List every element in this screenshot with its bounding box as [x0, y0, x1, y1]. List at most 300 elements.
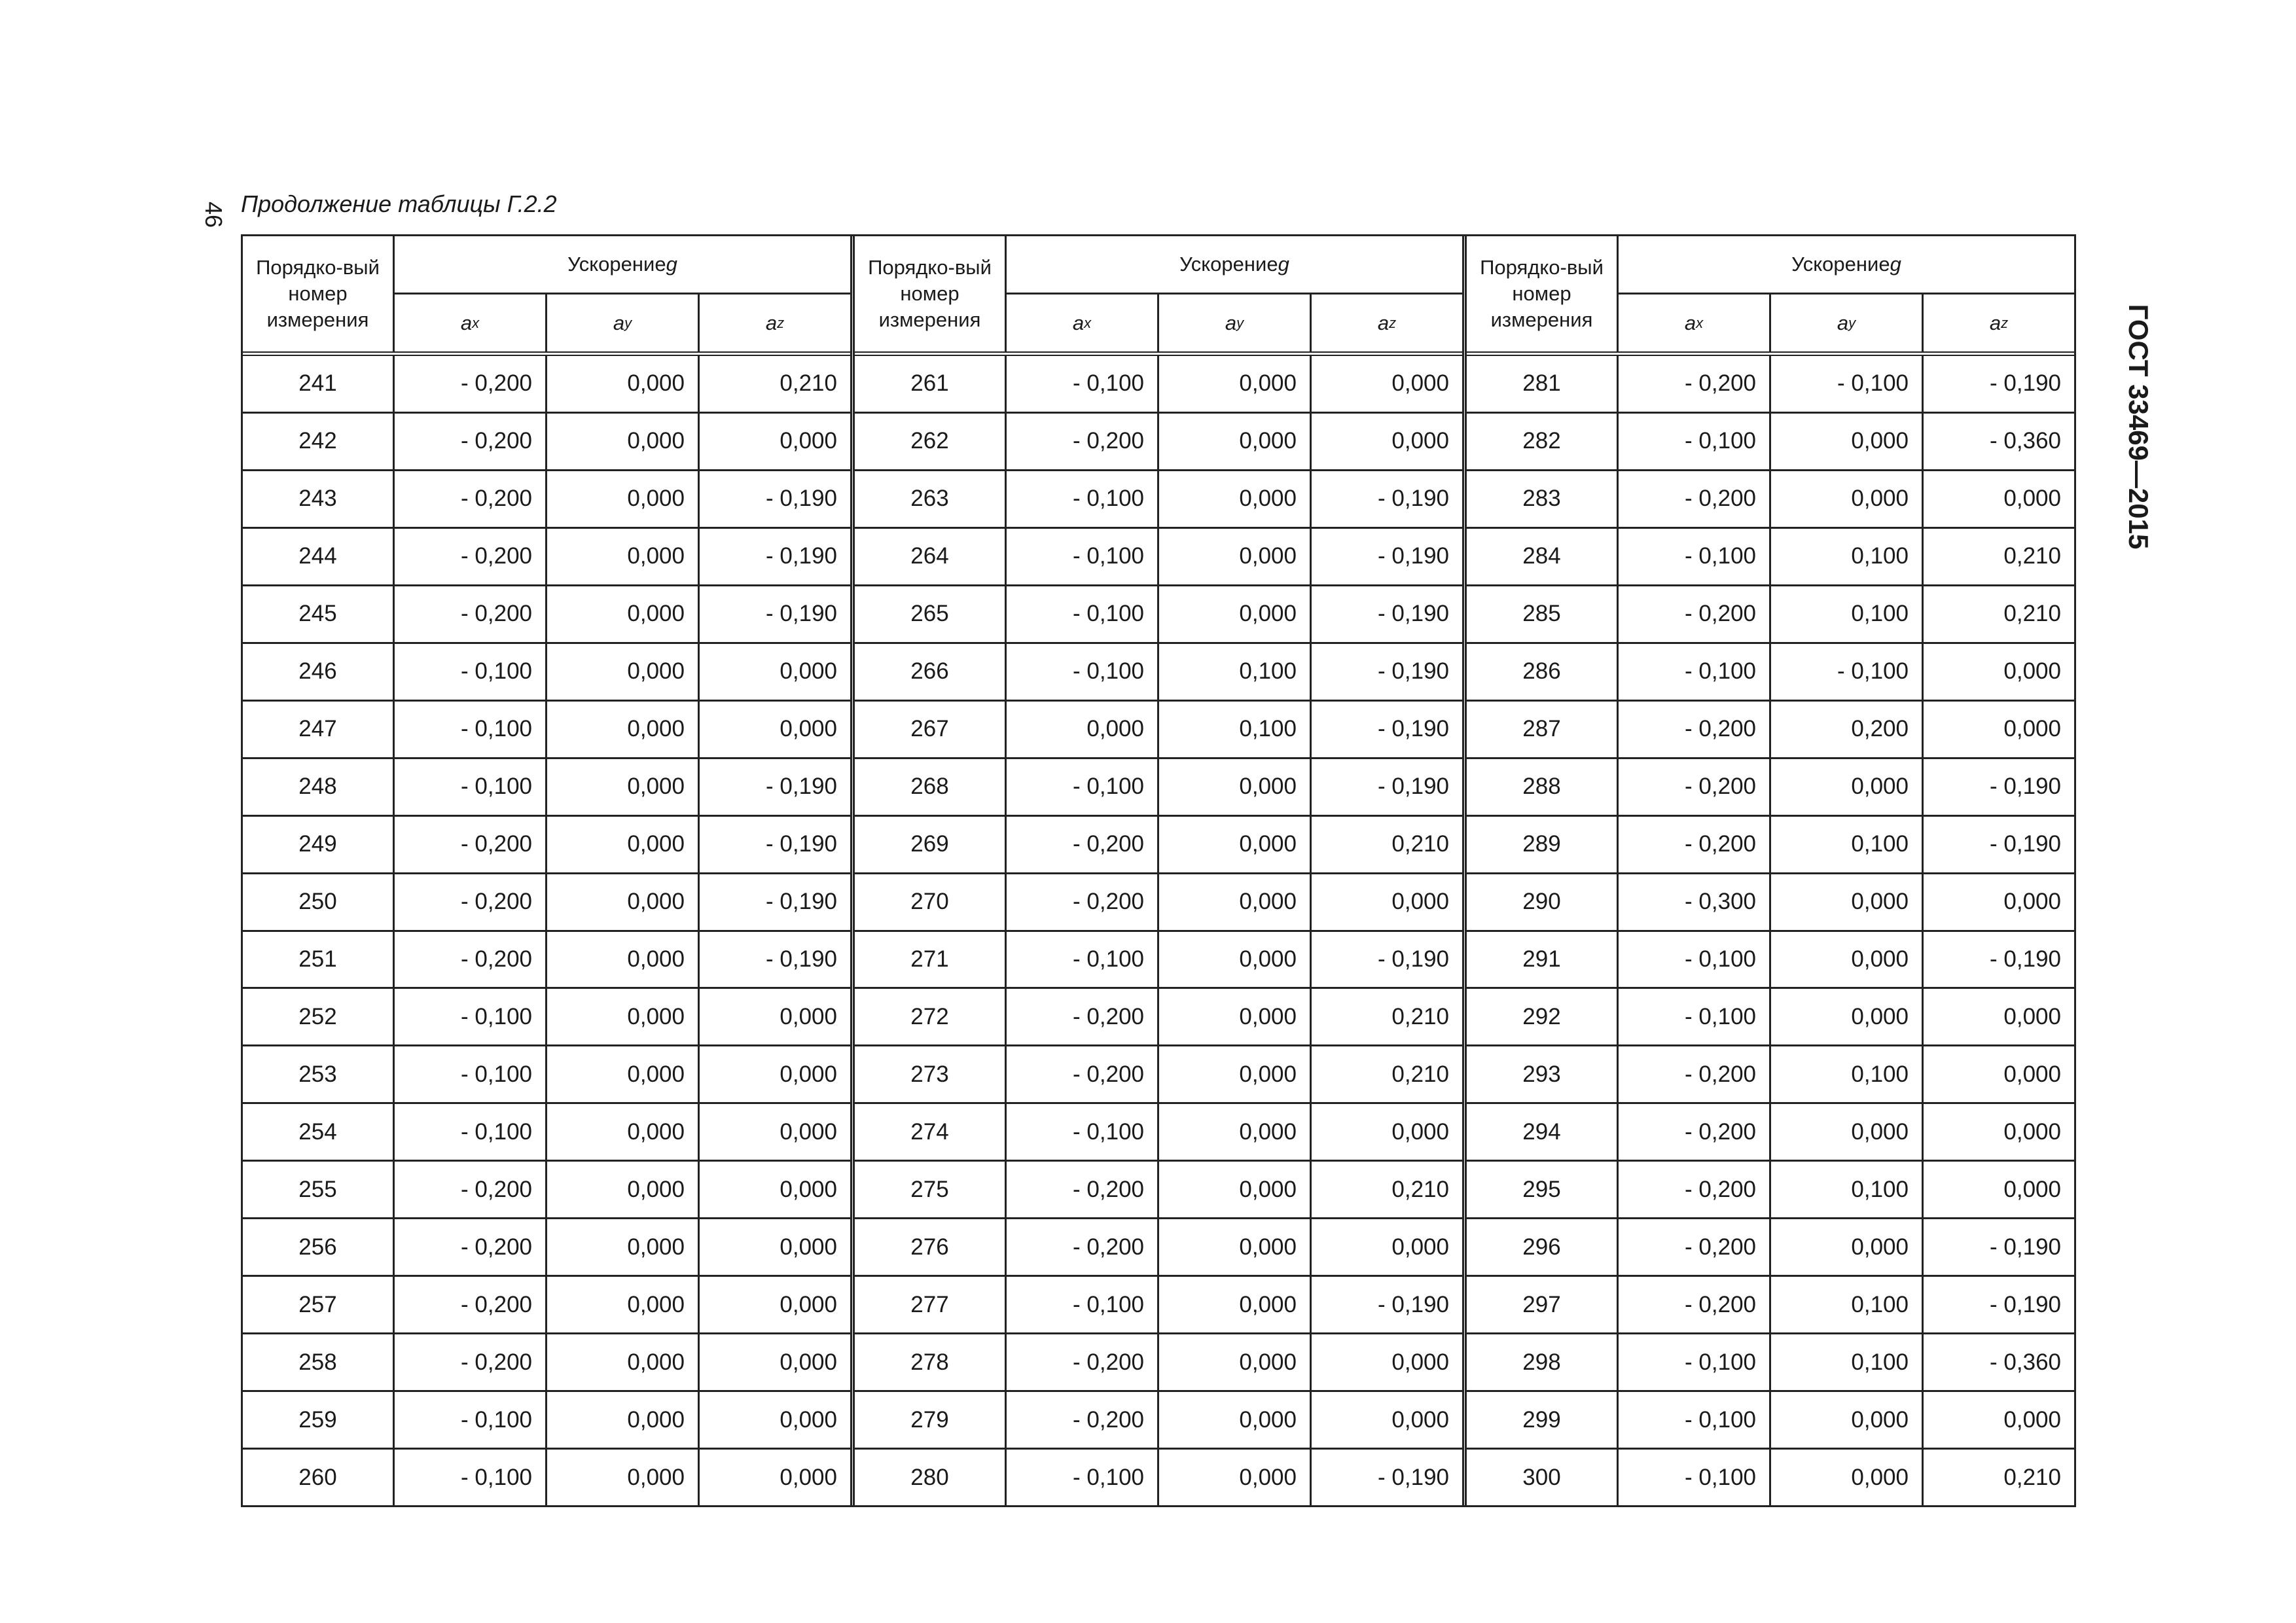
measurement-number: 268 [855, 759, 1007, 815]
acceleration-ax: - 0,100 [395, 989, 547, 1044]
axis-header-x: a x [395, 294, 547, 351]
axis-header-y: a y [1771, 294, 1924, 351]
table-row [855, 989, 1462, 1046]
group-separator [1462, 236, 1467, 1505]
measurement-number: 296 [1467, 1219, 1619, 1275]
table-row [1467, 817, 2074, 874]
row-number-header: Порядко-вый номер измерения [855, 236, 1007, 351]
table-row [855, 529, 1462, 586]
acceleration-az: 0,000 [780, 1118, 837, 1145]
acceleration-ax: - 0,100 [395, 644, 547, 700]
acceleration-ay: 0,000 [1771, 1450, 1924, 1505]
acceleration-ax: - 0,300 [1619, 874, 1771, 930]
acceleration-ay: 0,000 [1771, 989, 1924, 1044]
acceleration-az: 0,210 [2003, 601, 2061, 627]
acceleration-ay: 0,000 [1159, 1219, 1312, 1275]
measurement-number: 287 [1467, 702, 1619, 757]
measurement-number: 251 [243, 932, 395, 988]
acceleration-az: - 0,190 [1990, 1291, 2061, 1317]
measurement-number: 257 [243, 1277, 395, 1332]
acceleration-az: - 0,190 [766, 601, 837, 627]
measurement-number: 262 [855, 414, 1007, 469]
acceleration-az: - 0,190 [1378, 486, 1449, 512]
acceleration-title: Ускорение g [1619, 236, 2074, 294]
table-row [243, 586, 850, 644]
acceleration-ax: - 0,100 [1619, 932, 1771, 988]
acceleration-az: 0,000 [780, 658, 837, 685]
table-row [1467, 1104, 2074, 1162]
acceleration-ax: - 0,200 [1007, 414, 1159, 469]
acceleration-ay: 0,000 [547, 932, 700, 988]
measurement-number: 254 [243, 1104, 395, 1160]
acceleration-ay: 0,000 [547, 817, 700, 872]
table-row [855, 817, 1462, 874]
measurement-number: 277 [855, 1277, 1007, 1332]
measurement-number: 250 [243, 874, 395, 930]
acceleration-ay: 0,000 [1159, 759, 1312, 815]
acceleration-ax: 0,000 [1007, 702, 1159, 757]
table-row [855, 1046, 1462, 1104]
acceleration-az: - 0,190 [1378, 774, 1449, 800]
axis-header-y: a y [1159, 294, 1312, 351]
acceleration-az: 0,000 [2003, 1406, 2061, 1433]
acceleration-title: Ускорение g [395, 236, 850, 294]
acceleration-unit: g [1890, 253, 1901, 276]
acceleration-ax: - 0,100 [395, 1392, 547, 1448]
acceleration-title: Ускорение g [1007, 236, 1462, 294]
measurement-number: 299 [1467, 1392, 1619, 1448]
table-row [855, 1334, 1462, 1392]
acceleration-ay: 0,100 [1771, 1277, 1924, 1332]
acceleration-ay: 0,000 [547, 414, 700, 469]
measurement-number: 271 [855, 932, 1007, 988]
acceleration-az: 0,000 [780, 1061, 837, 1087]
table-row [855, 1219, 1462, 1277]
measurement-number: 295 [1467, 1162, 1619, 1217]
table-row [243, 529, 850, 586]
table-row [1467, 759, 2074, 817]
acceleration-az: 0,000 [2003, 1176, 2061, 1202]
measurement-number: 292 [1467, 989, 1619, 1044]
acceleration-ax: - 0,200 [1619, 471, 1771, 527]
acceleration-ax: - 0,200 [1619, 586, 1771, 642]
table-caption: Продолжение таблицы Г.2.2 [241, 190, 557, 217]
measurement-number: 270 [855, 874, 1007, 930]
measurement-number: 263 [855, 471, 1007, 527]
table-row [855, 759, 1462, 817]
acceleration-ax: - 0,100 [1007, 932, 1159, 988]
acceleration-ay: 0,000 [1159, 471, 1312, 527]
acceleration-az: 0,000 [780, 1234, 837, 1260]
table-row [1467, 1277, 2074, 1334]
acceleration-ax: - 0,100 [1007, 586, 1159, 642]
measurement-number: 294 [1467, 1104, 1619, 1160]
acceleration-ax: - 0,200 [395, 471, 547, 527]
table-row [855, 1392, 1462, 1450]
acceleration-az: 0,000 [1391, 1406, 1449, 1433]
acceleration-az: 0,000 [2003, 716, 2061, 742]
acceleration-ay: 0,100 [1159, 644, 1312, 700]
acceleration-ax: - 0,100 [1619, 644, 1771, 700]
table-row [1467, 1219, 2074, 1277]
row-number-header: Порядко-вый номер измерения [1467, 236, 1619, 351]
table-row [243, 1334, 850, 1392]
acceleration-ax: - 0,200 [1007, 1392, 1159, 1448]
table-row [243, 471, 850, 529]
acceleration-ax: - 0,100 [1007, 759, 1159, 815]
acceleration-ay: 0,000 [1159, 932, 1312, 988]
measurement-number: 279 [855, 1392, 1007, 1448]
table-body [1467, 356, 2074, 1505]
table-row [1467, 932, 2074, 990]
measurement-number: 273 [855, 1046, 1007, 1102]
acceleration-ay: 0,000 [547, 1277, 700, 1332]
acceleration-az: 0,000 [2003, 1118, 2061, 1145]
measurement-number: 260 [243, 1450, 395, 1505]
acceleration-ay: 0,100 [1159, 702, 1312, 757]
acceleration-az: 0,210 [780, 370, 837, 397]
acceleration-ay: 0,000 [547, 471, 700, 527]
measurement-number: 276 [855, 1219, 1007, 1275]
table-row [243, 644, 850, 702]
acceleration-ay: 0,000 [1159, 1162, 1312, 1217]
acceleration-ay: 0,000 [547, 1046, 700, 1102]
acceleration-ax: - 0,200 [1007, 1219, 1159, 1275]
table-row [855, 471, 1462, 529]
acceleration-ax: - 0,200 [395, 874, 547, 930]
acceleration-ay: 0,100 [1771, 1162, 1924, 1217]
acceleration-az: 0,210 [2003, 543, 2061, 569]
measurement-number: 247 [243, 702, 395, 757]
acceleration-ay: 0,000 [1159, 414, 1312, 469]
acceleration-az: 0,000 [780, 1464, 837, 1490]
acceleration-ax: - 0,100 [1619, 989, 1771, 1044]
axis-header-x: a x [1007, 294, 1159, 351]
table-row [855, 414, 1462, 471]
axis-header-z: a z [1989, 311, 2009, 334]
acceleration-az: 0,000 [1391, 889, 1449, 915]
measurement-number: 280 [855, 1450, 1007, 1505]
acceleration-ax: - 0,200 [1619, 1104, 1771, 1160]
acceleration-header [1619, 236, 2074, 351]
acceleration-ax: - 0,200 [1007, 989, 1159, 1044]
table-row [855, 356, 1462, 414]
acceleration-ay: 0,000 [547, 1450, 700, 1505]
acceleration-ax: - 0,200 [395, 414, 547, 469]
measurement-number: 269 [855, 817, 1007, 872]
acceleration-az: 0,210 [1391, 831, 1449, 857]
measurement-number: 259 [243, 1392, 395, 1448]
axis-header-z: a z [765, 311, 785, 334]
acceleration-ax: - 0,200 [395, 1277, 547, 1332]
acceleration-ax: - 0,200 [395, 1219, 547, 1275]
acceleration-ax: - 0,200 [395, 356, 547, 412]
acceleration-ay: 0,000 [1159, 1046, 1312, 1102]
table-row [243, 932, 850, 990]
measurement-number: 245 [243, 586, 395, 642]
acceleration-az: 0,210 [1391, 1176, 1449, 1202]
table-row [243, 817, 850, 874]
measurement-number: 244 [243, 529, 395, 584]
acceleration-az: 0,000 [2003, 1061, 2061, 1087]
acceleration-ax: - 0,100 [1619, 414, 1771, 469]
measurement-number: 297 [1467, 1277, 1619, 1332]
table-group [243, 236, 850, 1505]
table-row [1467, 414, 2074, 471]
acceleration-ay: 0,000 [547, 529, 700, 584]
acceleration-ax: - 0,100 [1619, 1450, 1771, 1505]
acceleration-az: 0,000 [1391, 1118, 1449, 1145]
acceleration-ay: 0,000 [1771, 1219, 1924, 1275]
acceleration-ay: - 0,100 [1771, 644, 1924, 700]
measurement-number: 285 [1467, 586, 1619, 642]
acceleration-ay: 0,000 [1159, 817, 1312, 872]
acceleration-ax: - 0,200 [1619, 817, 1771, 872]
table-row [243, 1046, 850, 1104]
acceleration-az: - 0,190 [1378, 658, 1449, 685]
acceleration-az: - 0,360 [1990, 1349, 2061, 1375]
acceleration-az: 0,000 [780, 1003, 837, 1029]
measurement-number: 265 [855, 586, 1007, 642]
acceleration-az: - 0,190 [1378, 543, 1449, 569]
acceleration-az: - 0,190 [1990, 946, 2061, 972]
acceleration-ax: - 0,100 [1007, 1104, 1159, 1160]
acceleration-ay: 0,000 [1159, 1450, 1312, 1505]
measurement-number: 256 [243, 1219, 395, 1275]
measurement-number: 272 [855, 989, 1007, 1044]
table-row [243, 1277, 850, 1334]
acceleration-unit: g [666, 253, 677, 276]
acceleration-az: - 0,190 [766, 889, 837, 915]
acceleration-ax: - 0,200 [1619, 1277, 1771, 1332]
table-row [1467, 702, 2074, 759]
measurement-number: 264 [855, 529, 1007, 584]
acceleration-ay: 0,000 [547, 1219, 700, 1275]
table-row [1467, 874, 2074, 932]
table-header [1467, 236, 2074, 356]
table-row [855, 1277, 1462, 1334]
acceleration-ax: - 0,100 [395, 1046, 547, 1102]
acceleration-ax: - 0,200 [1007, 817, 1159, 872]
acceleration-az: - 0,190 [766, 543, 837, 569]
table-row [1467, 1162, 2074, 1219]
table-row [243, 759, 850, 817]
acceleration-ay: 0,200 [1771, 702, 1924, 757]
acceleration-az: - 0,190 [1990, 370, 2061, 397]
acceleration-ax: - 0,200 [1619, 1219, 1771, 1275]
acceleration-az: 0,210 [1391, 1003, 1449, 1029]
acceleration-ay: 0,000 [1771, 414, 1924, 469]
acceleration-ay: 0,000 [1159, 874, 1312, 930]
acceleration-ay: - 0,100 [1771, 356, 1924, 412]
acceleration-ay: 0,000 [1159, 1277, 1312, 1332]
acceleration-ay: 0,000 [547, 874, 700, 930]
table-row [855, 1162, 1462, 1219]
acceleration-az: 0,000 [1391, 428, 1449, 454]
acceleration-ay: 0,000 [547, 702, 700, 757]
acceleration-ay: 0,000 [1159, 1334, 1312, 1390]
table-row [243, 1392, 850, 1450]
acceleration-az: 0,000 [2003, 1003, 2061, 1029]
table-row [1467, 1450, 2074, 1505]
acceleration-ay: 0,000 [547, 586, 700, 642]
acceleration-ay: 0,000 [1771, 471, 1924, 527]
acceleration-az: 0,210 [1391, 1061, 1449, 1087]
acceleration-ax: - 0,100 [1007, 356, 1159, 412]
table-row [243, 874, 850, 932]
acceleration-ay: 0,100 [1771, 1334, 1924, 1390]
acceleration-ay: 0,000 [547, 989, 700, 1044]
acceleration-ay: 0,000 [547, 1334, 700, 1390]
table-header [243, 236, 850, 356]
page-number: 46 [200, 201, 227, 228]
acceleration-ax: - 0,200 [395, 586, 547, 642]
acceleration-ay: 0,000 [1771, 1392, 1924, 1448]
acceleration-ay: 0,000 [1771, 1104, 1924, 1160]
table-body [243, 356, 850, 1505]
measurement-number: 289 [1467, 817, 1619, 872]
table-body [855, 356, 1462, 1505]
standard-code: ГОСТ 33469—2015 [2123, 304, 2154, 550]
table-row [1467, 529, 2074, 586]
measurement-number: 274 [855, 1104, 1007, 1160]
table-row [1467, 989, 2074, 1046]
acceleration-ax: - 0,200 [395, 1334, 547, 1390]
measurement-number: 253 [243, 1046, 395, 1102]
acceleration-az: 0,000 [1391, 370, 1449, 397]
measurement-number: 288 [1467, 759, 1619, 815]
acceleration-ax: - 0,100 [1619, 1392, 1771, 1448]
measurement-number: 252 [243, 989, 395, 1044]
acceleration-ax: - 0,100 [1007, 471, 1159, 527]
acceleration-az: 0,000 [1391, 1349, 1449, 1375]
axis-headers [395, 294, 850, 351]
acceleration-ax: - 0,100 [1007, 1450, 1159, 1505]
acceleration-ay: 0,100 [1771, 1046, 1924, 1102]
table-row [243, 1104, 850, 1162]
acceleration-ax: - 0,100 [395, 1450, 547, 1505]
acceleration-az: - 0,190 [1378, 1464, 1449, 1490]
acceleration-ax: - 0,200 [1619, 356, 1771, 412]
acceleration-ay: 0,000 [1159, 529, 1312, 584]
acceleration-az: 0,000 [780, 1406, 837, 1433]
acceleration-az: 0,000 [2003, 889, 2061, 915]
measurement-number: 258 [243, 1334, 395, 1390]
measurement-number: 286 [1467, 644, 1619, 700]
table-row [243, 702, 850, 759]
acceleration-ay: 0,000 [547, 644, 700, 700]
measurement-number: 267 [855, 702, 1007, 757]
measurement-number: 241 [243, 356, 395, 412]
group-separator [850, 236, 855, 1505]
table-group [1467, 236, 2074, 1505]
measurement-number: 290 [1467, 874, 1619, 930]
acceleration-ay: 0,100 [1771, 586, 1924, 642]
acceleration-ax: - 0,100 [1619, 1334, 1771, 1390]
acceleration-ax: - 0,200 [1619, 759, 1771, 815]
acceleration-ay: 0,000 [547, 1392, 700, 1448]
table-row [243, 356, 850, 414]
acceleration-ax: - 0,100 [1007, 529, 1159, 584]
acceleration-az: - 0,190 [766, 774, 837, 800]
table-row [1467, 1046, 2074, 1104]
table-row [855, 1450, 1462, 1505]
measurement-number: 261 [855, 356, 1007, 412]
measurement-number: 278 [855, 1334, 1007, 1390]
acceleration-az: - 0,190 [766, 486, 837, 512]
measurement-number: 300 [1467, 1450, 1619, 1505]
table-row [855, 874, 1462, 932]
measurement-number: 246 [243, 644, 395, 700]
acceleration-ax: - 0,200 [1007, 874, 1159, 930]
acceleration-ay: 0,000 [1159, 1104, 1312, 1160]
acceleration-ay: 0,000 [547, 1104, 700, 1160]
acceleration-az: 0,000 [780, 1291, 837, 1317]
table-row [855, 932, 1462, 990]
acceleration-az: - 0,190 [1990, 831, 2061, 857]
acceleration-az: - 0,190 [766, 946, 837, 972]
acceleration-az: - 0,190 [1378, 601, 1449, 627]
acceleration-az: 0,000 [780, 716, 837, 742]
acceleration-ax: - 0,100 [395, 702, 547, 757]
acceleration-az: - 0,360 [1990, 428, 2061, 454]
measurement-number: 255 [243, 1162, 395, 1217]
table-row [243, 1219, 850, 1277]
acceleration-az: 0,210 [2003, 1464, 2061, 1490]
measurement-number: 282 [1467, 414, 1619, 469]
acceleration-az: - 0,190 [1378, 1291, 1449, 1317]
acceleration-ay: 0,000 [1159, 1392, 1312, 1448]
axis-header-y: a y [547, 294, 700, 351]
acceleration-ay: 0,100 [1771, 817, 1924, 872]
measurement-number: 284 [1467, 529, 1619, 584]
table-group [855, 236, 1462, 1505]
acceleration-ay: 0,000 [547, 759, 700, 815]
acceleration-ax: - 0,100 [395, 759, 547, 815]
acceleration-ax: - 0,200 [1619, 1046, 1771, 1102]
table-header [855, 236, 1462, 356]
measurement-number: 281 [1467, 356, 1619, 412]
acceleration-unit: g [1278, 253, 1289, 276]
axis-headers [1619, 294, 2074, 351]
table-row [243, 1162, 850, 1219]
measurement-number: 291 [1467, 932, 1619, 988]
table-row [243, 414, 850, 471]
acceleration-ax: - 0,200 [1619, 702, 1771, 757]
acceleration-ay: 0,000 [1771, 759, 1924, 815]
row-number-header: Порядко-вый номер измерения [243, 236, 395, 351]
table-row [1467, 1334, 2074, 1392]
acceleration-az: 0,000 [780, 428, 837, 454]
acceleration-ax: - 0,200 [1007, 1334, 1159, 1390]
acceleration-az: - 0,190 [1990, 774, 2061, 800]
acceleration-ay: 0,000 [1771, 932, 1924, 988]
acceleration-ay: 0,000 [1159, 356, 1312, 412]
table-row [855, 1104, 1462, 1162]
acceleration-az: 0,000 [1391, 1234, 1449, 1260]
axis-header-x: a x [1619, 294, 1771, 351]
measurement-number: 283 [1467, 471, 1619, 527]
acceleration-ay: 0,000 [547, 1162, 700, 1217]
acceleration-ax: - 0,200 [395, 932, 547, 988]
acceleration-az: - 0,190 [1378, 716, 1449, 742]
table-row [1467, 356, 2074, 414]
acceleration-az: 0,000 [780, 1176, 837, 1202]
measurement-number: 242 [243, 414, 395, 469]
acceleration-ax: - 0,200 [1007, 1046, 1159, 1102]
acceleration-ax: - 0,200 [395, 817, 547, 872]
measurement-number: 266 [855, 644, 1007, 700]
